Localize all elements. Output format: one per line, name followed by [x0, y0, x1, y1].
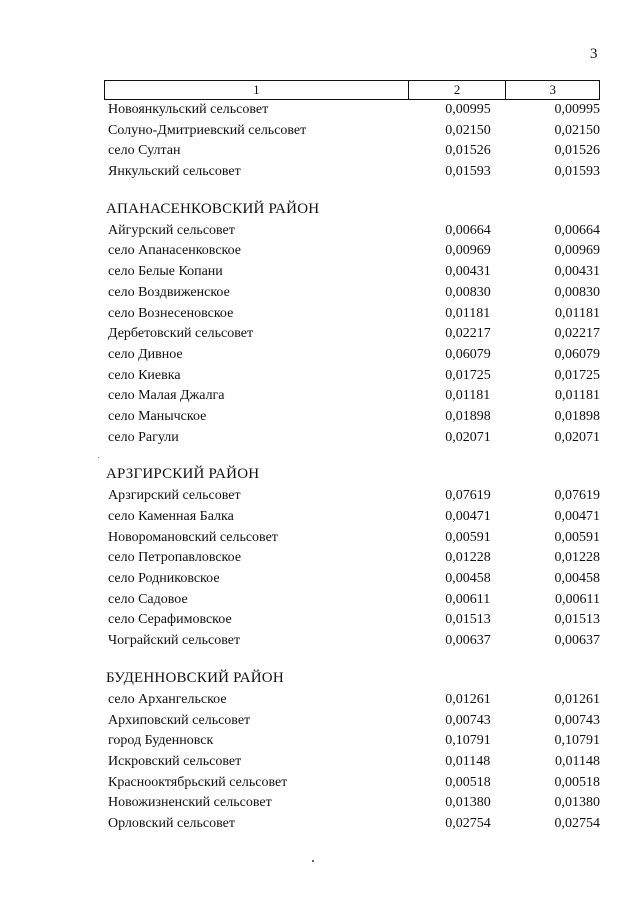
table-header [104, 80, 600, 100]
value-column-3: 0,02071 [554, 429, 600, 445]
allocation-table [104, 80, 600, 835]
settlement-name: село Садовое [108, 591, 188, 607]
value-column-3: 0,10791 [554, 733, 600, 749]
district-title: БУДЕННОВСКИЙ РАЙОН [106, 669, 284, 686]
table-row [104, 428, 600, 449]
settlement-name: Орловский сельсовет [108, 815, 235, 831]
value-column-2: 0,06079 [445, 346, 491, 362]
settlement-name: село Манычское [108, 408, 207, 424]
settlement-name: Новоянкульский сельсовет [108, 102, 269, 117]
settlement-name: село Малая Джалга [108, 388, 225, 404]
table-row [104, 162, 600, 183]
table-row [104, 241, 600, 262]
value-column-3: 0,00611 [555, 591, 600, 607]
value-column-2: 0,01261 [445, 691, 491, 707]
table-row [104, 569, 600, 590]
value-column-2: 0,01380 [445, 795, 491, 811]
value-column-3: 0,01380 [554, 795, 600, 811]
value-column-3: 0,01148 [555, 753, 600, 769]
settlement-name: Арзгирский сельсовет [108, 488, 241, 504]
value-column-3: 0,01228 [554, 550, 600, 566]
value-column-2: 0,00664 [445, 222, 491, 238]
value-column-3: 0,01526 [554, 143, 600, 159]
table-row [104, 283, 600, 304]
value-column-3: 0,01181 [555, 388, 600, 404]
column-header-3: 3 [549, 82, 556, 97]
settlement-name: село Белые Копани [108, 264, 223, 280]
value-column-2: 0,01228 [445, 550, 491, 566]
value-column-2: 0,01148 [445, 753, 491, 769]
column-header-1: 1 [105, 81, 409, 99]
table-row [104, 548, 600, 569]
value-column-2: 0,00743 [445, 712, 491, 728]
value-column-2: 0,00611 [445, 591, 491, 607]
table-row [104, 304, 600, 325]
value-column-3: 0,02754 [554, 815, 600, 831]
scan-dot [312, 860, 314, 862]
value-column-3: 0,02150 [554, 122, 600, 138]
table-row [104, 486, 600, 507]
value-column-2: 0,00830 [445, 284, 491, 300]
value-column-2: 0,01181 [445, 388, 491, 404]
table-row [104, 324, 600, 345]
settlement-name: село Дивное [108, 346, 183, 362]
table-row [104, 690, 600, 711]
value-column-2: 0,02754 [445, 815, 491, 831]
table-row [104, 528, 600, 549]
value-column-3: 0,01898 [554, 408, 600, 424]
table-row [104, 711, 600, 732]
table-row [104, 100, 600, 121]
column-header-2: 2 [409, 81, 507, 99]
settlement-name: Айгурский сельсовет [108, 222, 235, 238]
settlement-name: село Архангельское [108, 691, 227, 707]
value-column-2: 0,02071 [445, 429, 491, 445]
table-row [104, 752, 600, 773]
value-column-2: 0,10791 [445, 733, 491, 749]
value-column-2: 0,00637 [445, 633, 491, 649]
value-column-3: 0,02217 [554, 326, 600, 342]
settlement-name: село Рагули [108, 429, 179, 445]
settlement-name: село Петропавловское [108, 550, 242, 566]
table-row [104, 507, 600, 528]
table-row [104, 221, 600, 242]
value-column-2: 0,00471 [445, 509, 491, 524]
table-row [104, 141, 600, 162]
value-column-3: 0,00637 [554, 633, 600, 649]
district-title: АПАНАСЕНКОВСКИЙ РАЙОН [106, 200, 320, 217]
value-column-3: 0,00518 [554, 774, 600, 790]
value-column-2: 0,00591 [445, 529, 491, 545]
value-column-3: 0,01513 [554, 612, 600, 628]
value-column-3: 0,01261 [554, 691, 600, 707]
value-column-2: 0,01593 [445, 164, 491, 180]
table-row [104, 590, 600, 611]
settlement-name: Новоромановский сельсовет [108, 529, 278, 545]
value-column-3: 0,00743 [554, 712, 600, 728]
value-column-3: 0,00664 [554, 222, 600, 238]
value-column-3: 0,01593 [554, 164, 600, 180]
value-column-3: 0,00431 [554, 264, 600, 280]
value-column-2: 0,00458 [445, 571, 491, 587]
table-row [104, 610, 600, 631]
section-gap [104, 448, 600, 462]
value-column-2: 0,01725 [445, 367, 491, 383]
table-row [104, 262, 600, 283]
settlement-name: село Апанасенковское [108, 243, 242, 259]
table-row [104, 407, 600, 428]
value-column-2: 0,00969 [445, 243, 491, 259]
section-gap [104, 183, 600, 197]
value-column-3: 0,00969 [554, 243, 600, 259]
value-column-2: 0,02150 [445, 122, 491, 138]
table-row [104, 121, 600, 142]
settlement-name: Дербетовский сельсовет [108, 326, 254, 342]
value-column-2: 0,07619 [445, 488, 491, 504]
value-column-2: 0,01513 [445, 612, 491, 628]
table-body [104, 100, 600, 835]
table-row [104, 814, 600, 835]
settlement-name: Янкульский сельсовет [108, 164, 241, 180]
value-column-3: 0,01725 [554, 367, 600, 383]
value-column-2: 0,00518 [445, 774, 491, 790]
settlement-name: город Буденновск [108, 733, 214, 749]
scan-speck [98, 457, 99, 458]
table-row [104, 366, 600, 387]
settlement-name: Архиповский сельсовет [108, 712, 251, 728]
value-column-3: 0,07619 [554, 488, 600, 504]
value-column-3: 0,00830 [554, 284, 600, 300]
table-row [104, 731, 600, 752]
settlement-name: село Вознесеновское [108, 305, 234, 321]
settlement-name: Краснооктябрьский сельсовет [108, 774, 288, 790]
page-number: 3 [590, 46, 598, 62]
table-row [104, 793, 600, 814]
table-row [104, 773, 600, 794]
value-column-3: 0,01181 [555, 305, 600, 321]
settlement-name: село Киевка [108, 367, 181, 383]
settlement-name: Искровский сельсовет [108, 753, 242, 769]
value-column-3: 0,00591 [554, 529, 600, 545]
value-column-2: 0,00995 [445, 102, 491, 117]
settlement-name: село Воздвиженское [108, 284, 230, 300]
table-row [104, 345, 600, 366]
settlement-name: Солуно-Дмитриевский сельсовет [108, 122, 307, 138]
district-title: АРЗГИРСКИЙ РАЙОН [106, 466, 260, 483]
value-column-3: 0,00458 [554, 571, 600, 587]
settlement-name: село Каменная Балка [108, 509, 234, 524]
table-row [104, 386, 600, 407]
section-gap [104, 652, 600, 666]
value-column-2: 0,02217 [445, 326, 491, 342]
value-column-3: 0,00471 [554, 509, 600, 524]
value-column-2: 0,00431 [445, 264, 491, 280]
value-column-2: 0,01898 [445, 408, 491, 424]
settlement-name: село Серафимовское [108, 612, 232, 628]
settlement-name: село Родниковское [108, 571, 220, 587]
value-column-2: 0,01526 [445, 143, 491, 159]
value-column-3: 0,06079 [554, 346, 600, 362]
settlement-name: Чограйский сельсовет [108, 633, 241, 649]
table-row [104, 631, 600, 652]
value-column-3: 0,00995 [554, 102, 600, 117]
value-column-2: 0,01181 [445, 305, 491, 321]
settlement-name: Новожизненский сельсовет [108, 795, 272, 811]
settlement-name: село Султан [108, 143, 181, 159]
